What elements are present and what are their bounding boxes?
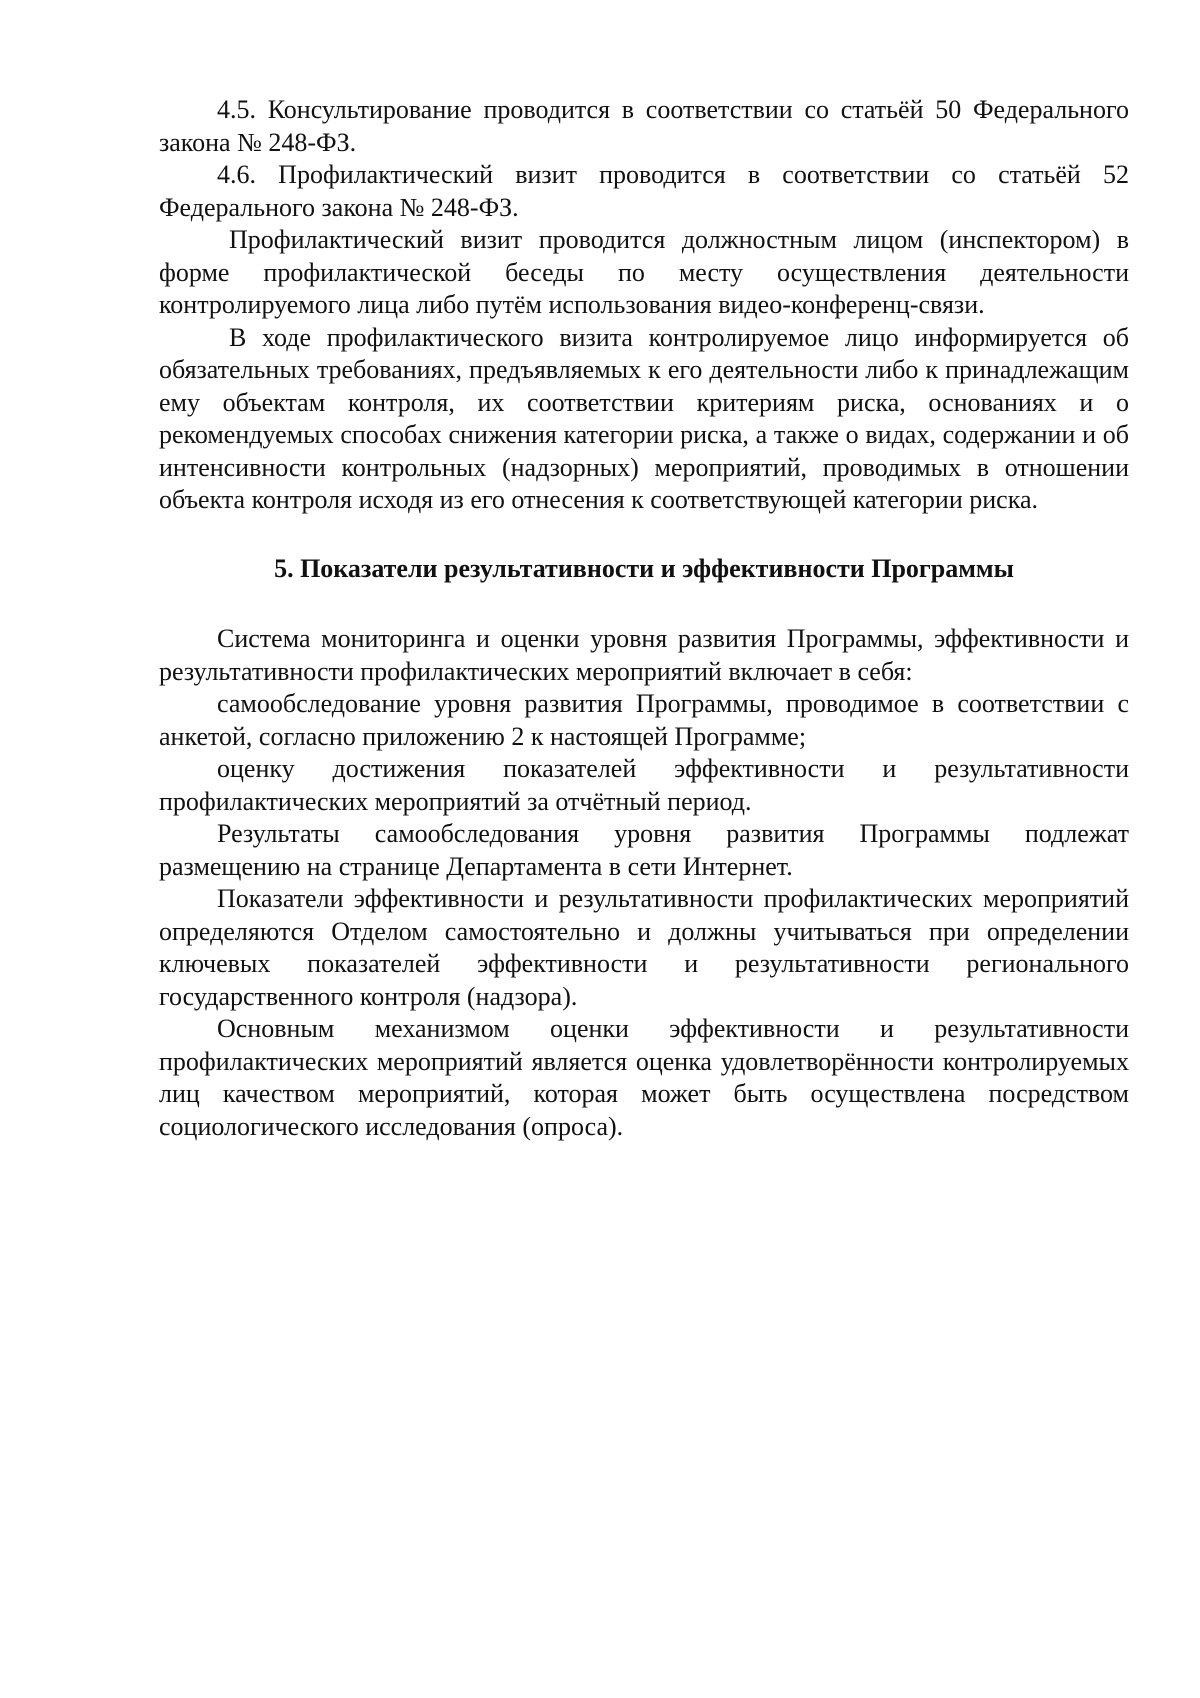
document-body bbox=[159, 94, 1129, 1143]
section-heading: 5. Показатели результативности и эффективности Программы bbox=[274, 553, 1014, 583]
paragraph-results-publication: Результаты самообследования уровня развития Программы подлежат размещению на странице Департамента в сети Интернет. bbox=[159, 819, 1129, 881]
paragraph-4-6: 4.6. Профилактический визит проводится в соответствии со статьёй 52 Федерального закона № 248-ФЗ. bbox=[159, 160, 1129, 222]
paragraph-self-assessment: самообследование уровня развития Программы, проводимое в соответствии с анкетой, согласно приложению 2 к настоящей Программе; bbox=[159, 689, 1129, 751]
paragraph-visit-info: В ходе профилактического визита контролируемое лицо информируется об обязательных требованиях, предъявляемых к его деятельности либо к принадлежащим ему объектам контроля, их соответствии критериям риска, основаниях и о рекомендуемых способах снижения категории риска, а также о видах, содержании и об интенсивности контрольных (надзорных) мероприятий, проводимых в отношении объекта контроля исходя из его отнесения к соответствующей категории риска. bbox=[159, 322, 1129, 514]
paragraph-indicator-assessment: оценку достижения показателей эффективности и результативности профилактических мероприятий за отчётный период. bbox=[159, 754, 1129, 816]
paragraph-indicators-definition: Показатели эффективности и результативности профилактических мероприятий определяются Отделом самостоятельно и должны учитываться при определении ключевых показателей эффективности и результативности регионального государственного контроля (надзора). bbox=[159, 884, 1129, 1011]
paragraph-evaluation-mechanism: Основным механизмом оценки эффективности и результативности профилактических мероприятий является оценка удовлетворённости контролируемых лиц качеством мероприятий, которая может быть осуществлена посредством социологического исследования (опроса). bbox=[159, 1014, 1129, 1141]
paragraph-4-5: 4.5. Консультирование проводится в соответствии со статьёй 50 Федерального закона № 248-ФЗ. bbox=[159, 95, 1129, 157]
paragraph-visit-form: Профилактический визит проводится должностным лицом (инспектором) в форме профилактической беседы по месту осуществления деятельности контролируемого лица либо путём использования видео-конференц-связи. bbox=[159, 225, 1129, 319]
paragraph-monitoring-system: Система мониторинга и оценки уровня развития Программы, эффективности и результативности профилактических мероприятий включает в себя: bbox=[159, 624, 1129, 686]
